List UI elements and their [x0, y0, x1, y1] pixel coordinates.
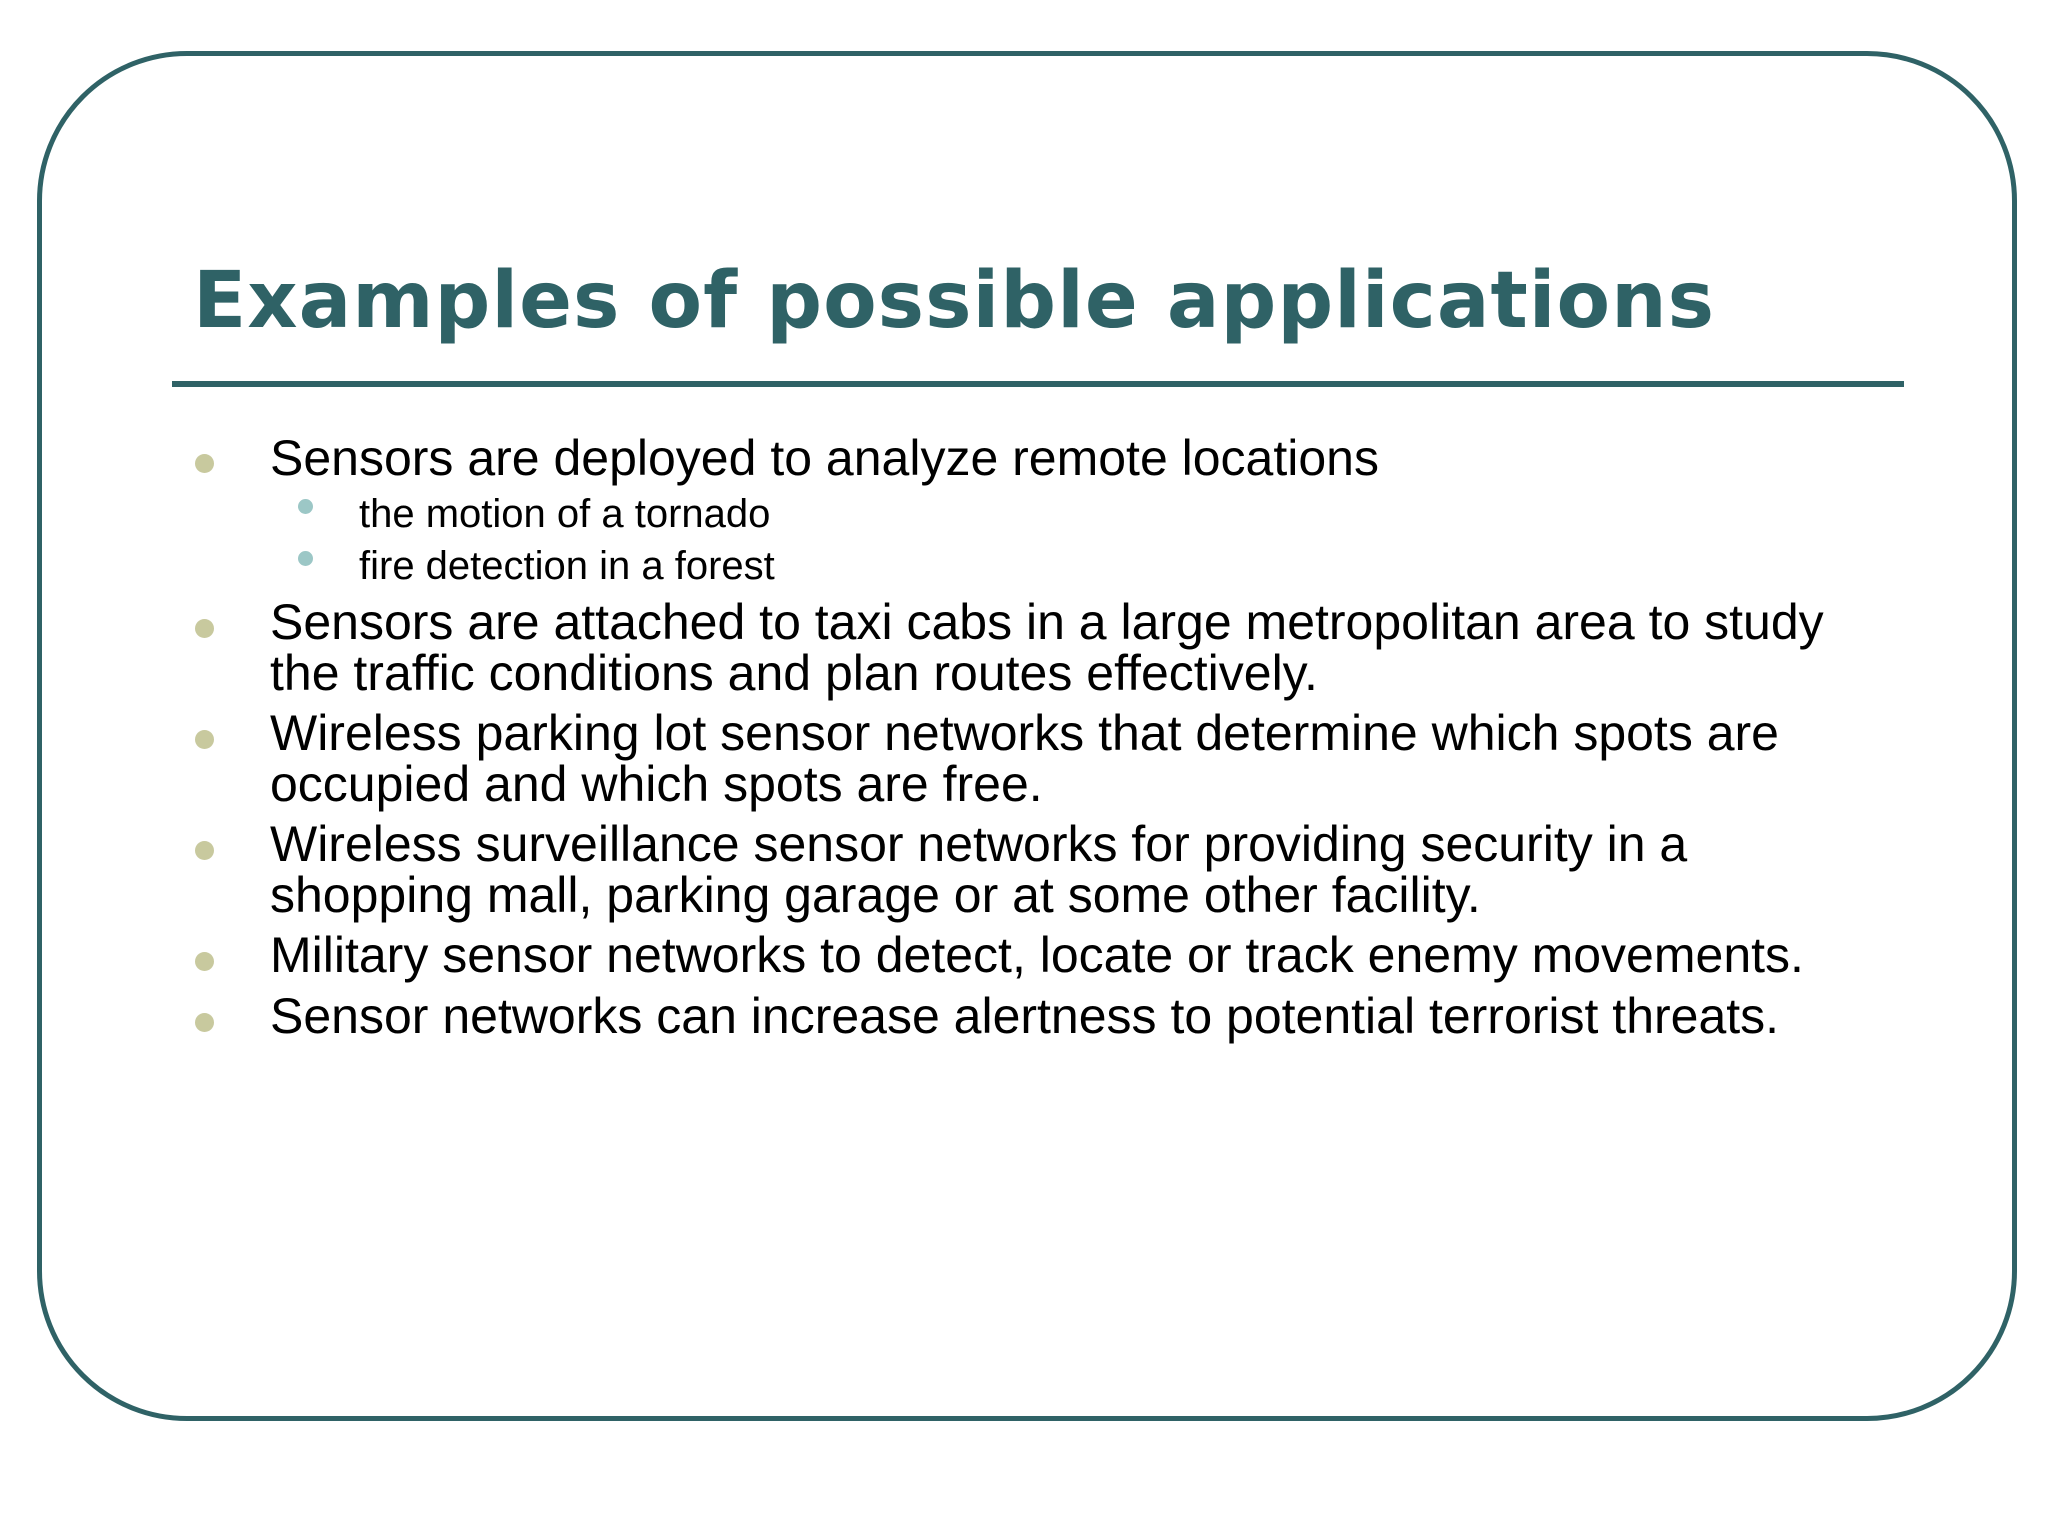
- title-underline: [172, 381, 1904, 387]
- bullet-marker: [195, 1013, 214, 1032]
- bullet-marker: [195, 841, 214, 860]
- slide-title: Examples of possible applications: [193, 256, 1716, 346]
- bullet-text: Sensors are attached to taxi cabs in a large metropolitan area to study: [270, 594, 1824, 650]
- sub-bullet-marker: [298, 551, 313, 566]
- sub-bullet-marker: [298, 499, 313, 514]
- bullet-marker: [195, 952, 214, 971]
- bullet-text: Wireless surveillance sensor networks for providing security in a: [270, 816, 1688, 872]
- bullet-marker: [195, 619, 214, 638]
- bullet-text: Military sensor networks to detect, locate or track enemy movements.: [270, 927, 1804, 983]
- bullet-text: Sensors are deployed to analyze remote locations: [270, 430, 1379, 486]
- bullet-text: Wireless parking lot sensor networks that determine which spots are: [270, 705, 1779, 761]
- bullet-marker: [195, 454, 214, 473]
- bullet-text: shopping mall, parking garage or at some other facility.: [270, 867, 1481, 923]
- bullet-marker: [195, 730, 214, 749]
- bullet-text: Sensor networks can increase alertness to potential terrorist threats.: [270, 988, 1780, 1044]
- sub-bullet-text: fire detection in a forest: [359, 544, 775, 588]
- bullet-text: the traffic conditions and plan routes effectively.: [270, 645, 1318, 701]
- sub-bullet-text: the motion of a tornado: [359, 492, 771, 536]
- bullet-text: occupied and which spots are free.: [270, 756, 1043, 812]
